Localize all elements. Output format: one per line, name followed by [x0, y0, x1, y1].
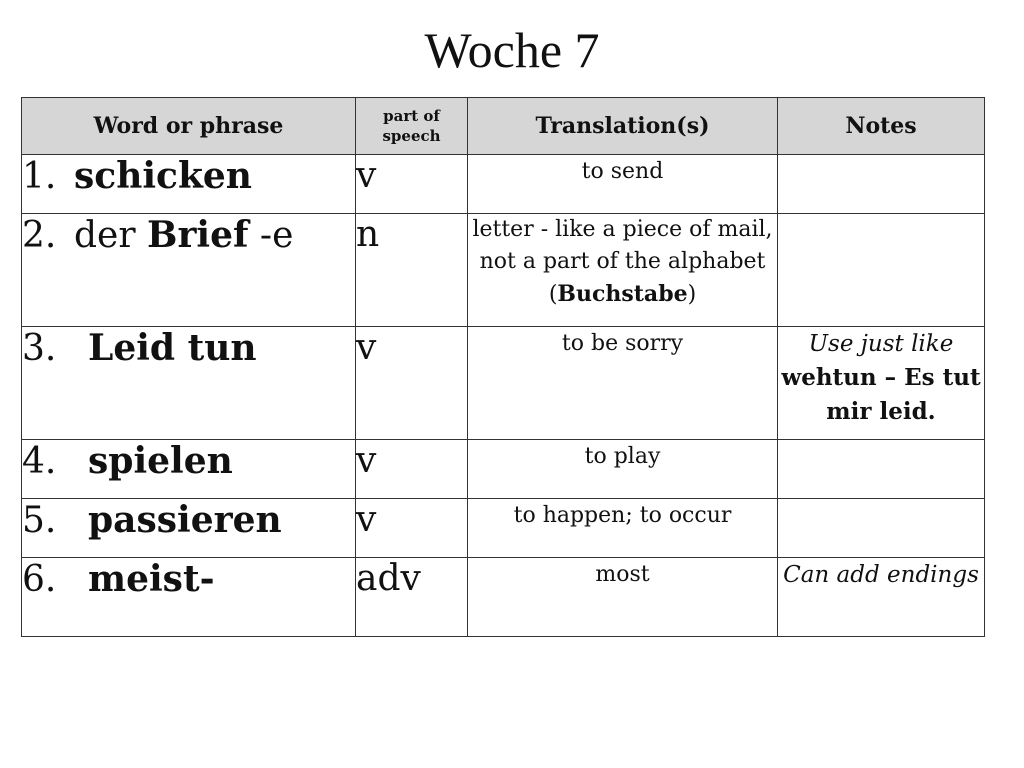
row-number: 1. [22, 156, 57, 197]
header-word: Word or phrase [22, 98, 356, 155]
notes-cell [778, 214, 985, 327]
table-row [22, 558, 985, 637]
translation-text: to be sorry [561, 331, 684, 356]
translation-text: to send [581, 159, 664, 184]
part-of-speech-cell: v [356, 327, 468, 440]
row-number: 4. [22, 441, 57, 482]
part-of-speech-cell: n [356, 214, 468, 327]
notes-cell [778, 558, 985, 637]
notes-cell [778, 327, 985, 440]
table-row [22, 327, 985, 440]
part-of-speech-cell: adv [356, 558, 468, 637]
translation-text: to happen; to occur [513, 503, 732, 528]
translation-cell [468, 155, 778, 214]
table-header-row [22, 98, 985, 155]
part-of-speech-cell: v [356, 155, 468, 214]
word-bold: passieren [88, 499, 282, 541]
table-row [22, 499, 985, 558]
header-translation: Translation(s) [468, 98, 778, 155]
word-bold: meist- [88, 558, 215, 600]
translation-cell [468, 327, 778, 440]
word-cell [22, 440, 356, 499]
note-italic: Can add endings [783, 562, 979, 588]
row-number: 3. [22, 328, 57, 369]
table-row [22, 155, 985, 214]
word-cell [22, 558, 356, 637]
vocabulary-table [21, 97, 985, 637]
note-italic: Use just like [808, 331, 954, 357]
notes-cell [778, 499, 985, 558]
table-row [22, 214, 985, 327]
row-number: 2. [22, 215, 57, 256]
header-part-of-speech: part of speech [356, 98, 468, 155]
translation-text: most [595, 562, 650, 587]
row-number: 6. [22, 559, 57, 600]
word-bold: schicken [74, 155, 252, 197]
notes-cell [778, 155, 985, 214]
row-number: 5. [22, 500, 57, 541]
translation-text: letter - like a piece of mail, not a part of the alphabet ( [472, 217, 773, 307]
translation-cell [468, 440, 778, 499]
word-bold: Brief [147, 214, 249, 256]
word-bold: Leid tun [88, 327, 257, 369]
word-suffix: -e [248, 215, 294, 256]
note-bold: wehtun – Es tut mir leid. [781, 364, 981, 425]
translation-bold: Buchstabe [557, 281, 688, 307]
part-of-speech-cell: v [356, 499, 468, 558]
word-cell [22, 214, 356, 327]
word-cell [22, 499, 356, 558]
part-of-speech-cell: v [356, 440, 468, 499]
header-notes: Notes [778, 98, 985, 155]
word-cell [22, 327, 356, 440]
notes-cell [778, 440, 985, 499]
translation-cell [468, 214, 778, 327]
word-cell [22, 155, 356, 214]
word-bold: spielen [88, 440, 233, 482]
table-row [22, 440, 985, 499]
translation-text: to play [584, 444, 661, 469]
word-prefix: der [74, 215, 148, 256]
translation-cell [468, 499, 778, 558]
translation-cell [468, 558, 778, 637]
page-title: Woche 7 [424, 22, 600, 78]
translation-suffix: ) [687, 282, 697, 307]
